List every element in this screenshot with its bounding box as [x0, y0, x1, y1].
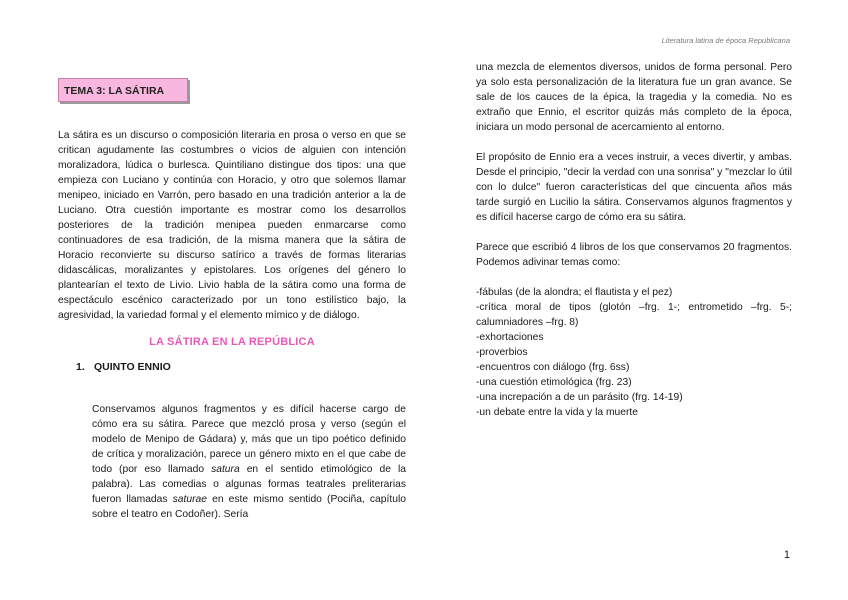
proposito-paragraph: El propósito de Ennio era a veces instruir, a veces divertir, y ambas. Desde el principio, "decir la verdad con una sonrisa" y "mezclar lo útil con lo dulce" fueron características del que cincuenta años más tarde surgió en Lucilio la sátira. Conservamos algunos fragmentos y es difícil hacerse cargo de cómo era su sátira. — [476, 152, 792, 223]
list-item: -proverbios — [476, 347, 528, 358]
ennio-term-saturae: saturae — [172, 494, 207, 505]
ennio-text-c: en este mismo sentido (Pociña, capítulo sobre el teatro en Codoñer). Sería — [92, 494, 406, 520]
ennio-text-a: Conservamos algunos fragmentos y es difícil hacerse cargo de cómo era su sátira. Parece que mezcló prosa y verso (según el modelo de Menipo de Gádara) y, más que un tipo poético definido de crítica y moralización, parece un género mixto en el que cabe de todo (por eso llamado — [92, 404, 406, 475]
section-title: LA SÁTIRA EN LA REPÚBLICA — [149, 336, 315, 348]
list-item: -encuentros con diálogo (frg. 6ss) — [476, 362, 630, 373]
running-header: Literatura latina de época Republicana — [661, 36, 790, 45]
list-item: -una increpación a de un parásito (frg. 14-19) — [476, 392, 683, 403]
list-item: -exhortaciones — [476, 332, 544, 343]
intro-paragraph: La sátira es un discurso o composición literaria en prosa o verso en que se critican agudamente las costumbres o vicios de alguien con intención moralizadora, lúdica o burlesca. Quintiliano distingue dos tipos: una que empieza con Luciano y continúa con Horacio, y otro que solemos llamar menipeo, iniciado en Varrón, pero basado en una tradición anterior a la de Luciano. Otra cuestión importante es mostrar como los desarrollos posteriores de la tradición menipea pueden enmarcarse como continuadores de esa tradición, de la misma manera que la sátira de Horacio reconvierte su discurso satírico a través de formas literarias didascálicas, moralizantes y epistolares. Los orígenes del género lo plantearían el texto de Livio. Livio habla de la sátira como una forma de espectáculo escénico caracterizado por un tono estilístico bajo, la agresividad, la variedad formal y el elemento mímico y de diálogo. — [58, 130, 406, 321]
continuation-paragraph: una mezcla de elementos diversos, unidos de forma personal. Pero ya solo esta personalización de la literatura fue un gran avance. Se sale de los cauces de la épica, la tragedia y la comedia. No es extraño que Ennio, el escritor quizás más completo de la época, iniciara un modo personal de acercamiento al entorno. — [476, 62, 792, 133]
right-column — [476, 60, 792, 420]
ennio-paragraph — [58, 402, 406, 522]
page-number: 1 — [783, 549, 790, 561]
ennio-text-b: en el sentido etimológico de la palabra). Las comedias o algunas formas teatrales preliterarias fueron llamadas — [92, 464, 406, 505]
list-item: -fábulas (de la alondra; el flautista y el pez) — [476, 287, 673, 298]
subsection-number: 1. — [76, 361, 85, 373]
list-item: -un debate entre la vida y la muerte — [476, 407, 638, 418]
libros-paragraph: Parece que escribió 4 libros de los que conservamos 20 fragmentos. Podemos adivinar temas como: — [476, 242, 792, 268]
chapter-title: TEMA 3: LA SÁTIRA — [58, 78, 188, 102]
subsection-heading — [58, 360, 406, 375]
subsection-title: QUINTO ENNIO — [94, 361, 171, 373]
ennio-term-satura: satura — [211, 464, 240, 475]
list-item: -una cuestión etimológica (frg. 23) — [476, 377, 632, 388]
themes-list — [476, 285, 792, 420]
list-item: -crítica moral de tipos (glotón –frg. 1-; entrometido –frg. 5-; calumniadores –frg. 8) — [476, 302, 792, 328]
left-column — [58, 128, 406, 522]
